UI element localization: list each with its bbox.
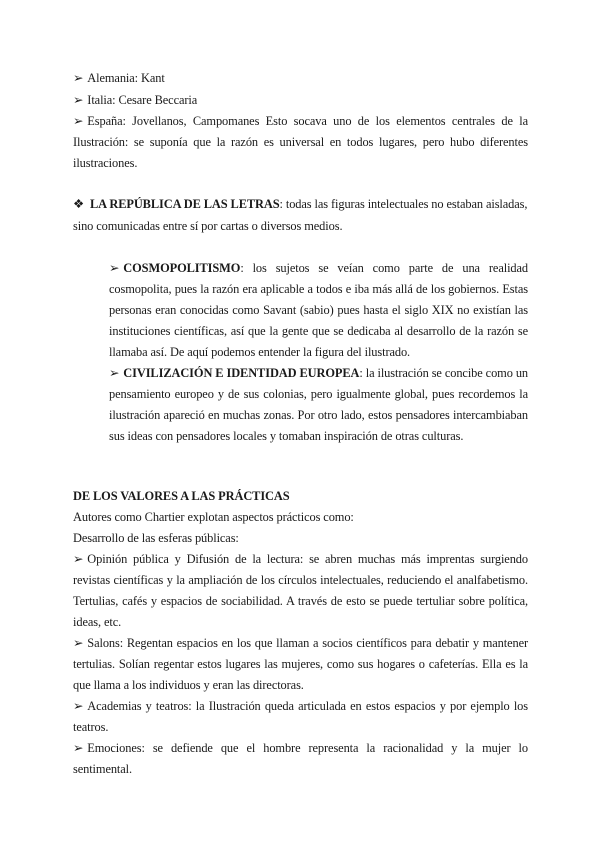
text: Alemania: Kant	[87, 71, 165, 85]
text: : todas las figuras intelectuales no estaban aisladas,	[279, 197, 528, 211]
text-line: que llama a los individuos y eran las directoras.	[73, 678, 304, 692]
text-line: sus ideas con pensadores locales y tomaban inspiración de otras culturas.	[109, 429, 464, 443]
text: España: Jovellanos, Campomanes Esto socava uno de los elementos centrales de la	[87, 114, 528, 128]
text: Opinión pública y Difusión de la lectura: se abren muchas más imprentas surgiendo	[87, 552, 528, 566]
text-line: cosmopolita, pues la razón era aplicable a todos e iba más allá de los gobiernos. Estas	[109, 282, 528, 296]
subsection-cosmopolitismo	[109, 258, 528, 279]
subsection-civilizacion	[109, 363, 528, 384]
arrow-bullet-icon: ➢	[73, 93, 84, 107]
subsection-heading: COSMOPOLITISMO	[123, 261, 241, 275]
arrow-bullet-icon: ➢	[73, 636, 84, 650]
text-line: instituciones científicas, así que la gente que se dedicaba al desarrollo de la razón se	[109, 324, 528, 338]
text: Salons: Regentan espacios en los que llaman a socios científicos para debatir y mantener	[87, 636, 528, 650]
text-line: sentimental.	[73, 762, 133, 776]
arrow-bullet-icon: ➢	[109, 261, 120, 275]
list-item-salons	[73, 633, 528, 654]
diamond-bullet-icon: ❖	[73, 197, 85, 211]
subsection-heading: CIVILIZACIÓN E IDENTIDAD EUROPEA	[123, 366, 360, 380]
text-line: pensamiento europeo y de sus colonias, pero igualmente global, pues recordemos la	[109, 387, 528, 401]
text-line: Tertulias, cafés y espacios de sociabilidad. A través de esto se puede tertuliar sobre política,	[73, 594, 528, 608]
text: Academias y teatros: la Ilustración queda articulada en estos espacios y por ejemplo los	[87, 699, 528, 713]
arrow-bullet-icon: ➢	[73, 71, 84, 85]
text-line: Desarrollo de las esferas públicas:	[73, 531, 239, 545]
text-line: Autores como Chartier explotan aspectos prácticos como:	[73, 510, 354, 524]
text-line: sino comunicadas entre sí por cartas o diversos medios.	[73, 219, 343, 233]
arrow-bullet-icon: ➢	[73, 114, 84, 128]
arrow-bullet-icon: ➢	[73, 741, 84, 755]
section-republica	[73, 194, 528, 215]
list-item-alemania	[73, 68, 528, 89]
text-line: ideas, etc.	[73, 615, 122, 629]
text-line: tertulias. Solían regentar estos lugares las mujeres, como sus hogares o cafeterías. Ella es la	[73, 657, 528, 671]
text-line: teatros.	[73, 720, 109, 734]
text: Emociones: se defiende que el hombre representa la racionalidad y la mujer lo	[87, 741, 528, 755]
text: Italia: Cesare Beccaria	[87, 93, 198, 107]
list-item-academias	[73, 696, 528, 717]
text-line: llamaba así. De aquí podemos entender la figura del ilustrado.	[109, 345, 411, 359]
list-item-espana	[73, 111, 528, 132]
arrow-bullet-icon: ➢	[73, 699, 84, 713]
section-heading: LA REPÚBLICA DE LAS LETRAS	[90, 197, 280, 211]
list-item-emociones	[73, 738, 528, 759]
text: : la ilustración se concibe como un	[359, 366, 529, 380]
list-item-italia	[73, 90, 528, 111]
list-item-opinion	[73, 549, 528, 570]
arrow-bullet-icon: ➢	[109, 366, 120, 380]
text-line: revistas científicas y la ampliación de los círculos intelectuales, reduciendo el analfabetismo.	[73, 573, 528, 587]
text: : los sujetos se veían como parte de una realidad	[240, 261, 528, 275]
text-line: personas eran conocidas como Savant (sabio) pues hasta el siglo XIX no existían las	[109, 303, 528, 317]
text-line: Ilustración: se suponía que la razón es universal en todos lugares, pero hubo diferentes	[73, 135, 528, 149]
section-heading-valores: DE LOS VALORES A LAS PRÁCTICAS	[73, 489, 290, 503]
arrow-bullet-icon: ➢	[73, 552, 84, 566]
text-line: ilustraciones.	[73, 156, 138, 170]
text-line: ilustración apareció en muchas zonas. Por otro lado, estos pensadores intercambiaban	[109, 408, 528, 422]
